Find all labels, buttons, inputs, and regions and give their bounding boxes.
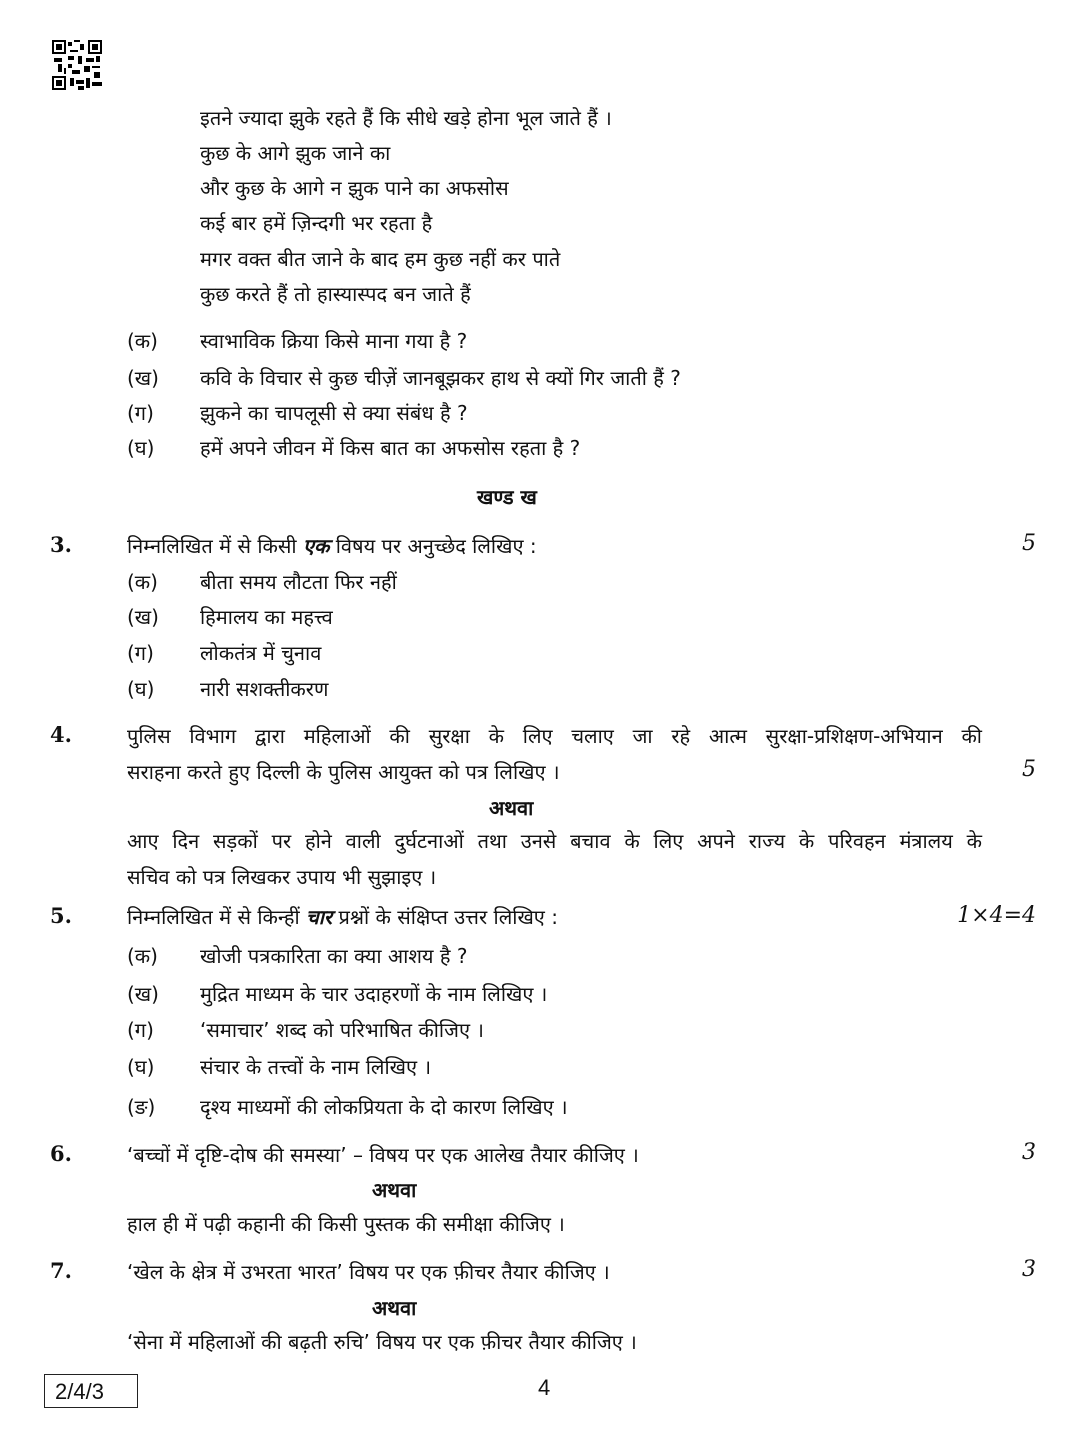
sub-question-label: (क) — [127, 570, 158, 594]
sub-question-label: (ङ) — [127, 1095, 156, 1119]
poem-line: मगर वक्त बीत जाने के बाद हम कुछ नहीं कर पाते — [200, 247, 561, 271]
sub-question-label: (ग) — [127, 401, 154, 425]
sub-question-text: कवि के विचार से कुछ चीज़ें जानबूझकर हाथ से क्यों गिर जाती हैं ? — [200, 366, 681, 390]
poem-line: इतने ज्यादा झुके रहते हैं कि सीधे खड़े होना भूल जाते हैं । — [200, 106, 612, 130]
question-text: सराहना करते हुए दिल्ली के पुलिस आयुक्त को पत्र लिखिए । — [127, 760, 560, 784]
question-number: 3. — [50, 532, 72, 557]
question-marks: 5 — [1022, 757, 1036, 782]
question-marks: 3 — [1022, 1257, 1036, 1282]
question-number: 5. — [50, 903, 72, 928]
sub-question-text: मुद्रित माध्यम के चार उदाहरणों के नाम लिखिए । — [200, 982, 548, 1006]
question-number: 4. — [50, 722, 72, 747]
sub-question-text: ‘समाचार’ शब्द को परिभाषित कीजिए । — [200, 1018, 484, 1042]
poem-line: कई बार हमें ज़िन्दगी भर रहता है — [200, 211, 433, 235]
sub-question-label: (ग) — [127, 641, 154, 665]
question-marks: 1×4=4 — [957, 903, 1036, 928]
poem-line: कुछ करते हैं तो हास्यास्पद बन जाते हैं — [200, 282, 471, 306]
sub-question-label: (ख) — [127, 366, 159, 390]
sub-question-label: (घ) — [127, 677, 155, 701]
alternate-question-text: हाल ही में पढ़ी कहानी की किसी पुस्तक की समीक्षा कीजिए । — [127, 1212, 565, 1236]
question-number: 6. — [50, 1141, 72, 1166]
sub-question-text: दृश्य माध्यमों की लोकप्रियता के दो कारण लिखिए । — [200, 1095, 568, 1119]
question-text: ‘बच्चों में दृष्टि-दोष की समस्या’ – विषय पर एक आलेख तैयार कीजिए । — [127, 1143, 639, 1167]
sub-question-text: नारी सशक्तीकरण — [200, 677, 329, 701]
sub-question-text: लोकतंत्र में चुनाव — [200, 641, 322, 665]
poem-line: और कुछ के आगे न झुक पाने का अफसोस — [200, 176, 509, 200]
sub-question-label: (ग) — [127, 1018, 154, 1042]
alternate-question-text: आए दिन सड़कों पर होने वाली दुर्घटनाओं तथा उनसे बचाव के लिए अपने राज्य के परिवहन मंत्रालय के — [127, 829, 982, 853]
or-heading: अथवा — [372, 1296, 417, 1320]
question-text: ‘खेल के क्षेत्र में उभरता भारत’ विषय पर एक फ़ीचर तैयार कीजिए । — [127, 1260, 610, 1284]
sub-question-text: स्वाभाविक क्रिया किसे माना गया है ? — [200, 329, 468, 353]
question-number: 7. — [50, 1258, 72, 1283]
sub-question-text: संचार के तत्त्वों के नाम लिखिए । — [200, 1055, 432, 1079]
sub-question-text: बीता समय लौटता फिर नहीं — [200, 570, 397, 594]
or-heading: अथवा — [489, 796, 534, 820]
sub-question-label: (क) — [127, 944, 158, 968]
paper-code-box — [44, 1374, 138, 1408]
sub-question-label: (ख) — [127, 605, 159, 629]
section-title: खण्ड ख — [477, 485, 537, 509]
sub-question-text: खोजी पत्रकारिता का क्या आशय है ? — [200, 944, 468, 968]
question-marks: 3 — [1022, 1140, 1036, 1165]
paper-code: 2/4/3 — [55, 1379, 104, 1404]
qr-code — [52, 40, 102, 90]
question-marks: 5 — [1022, 531, 1036, 556]
sub-question-label: (ख) — [127, 982, 159, 1006]
sub-question-text: हिमालय का महत्त्व — [200, 605, 333, 629]
question-text: निम्नलिखित में से किसी एक विषय पर अनुच्छेद लिखिए : — [127, 534, 537, 558]
sub-question-text: झुकने का चापलूसी से क्या संबंध है ? — [200, 401, 468, 425]
alternate-question-text: ‘सेना में महिलाओं की बढ़ती रुचि’ विषय पर एक फ़ीचर तैयार कीजिए । — [127, 1330, 637, 1354]
or-heading: अथवा — [372, 1178, 417, 1202]
sub-question-label: (घ) — [127, 1055, 155, 1079]
question-text: पुलिस विभाग द्वारा महिलाओं की सुरक्षा के लिए चलाए जा रहे आत्म सुरक्षा-प्रशिक्षण-अभियान की — [127, 724, 982, 748]
sub-question-label: (क) — [127, 329, 158, 353]
page-number: 4 — [538, 1375, 551, 1400]
question-text: निम्नलिखित में से किन्हीं चार प्रश्नों के संक्षिप्त उत्तर लिखिए : — [127, 905, 558, 929]
poem-line: कुछ के आगे झुक जाने का — [200, 141, 391, 165]
sub-question-text: हमें अपने जीवन में किस बात का अफसोस रहता है ? — [200, 436, 581, 460]
alternate-question-text: सचिव को पत्र लिखकर उपाय भी सुझाइए । — [127, 865, 437, 889]
sub-question-label: (घ) — [127, 436, 155, 460]
